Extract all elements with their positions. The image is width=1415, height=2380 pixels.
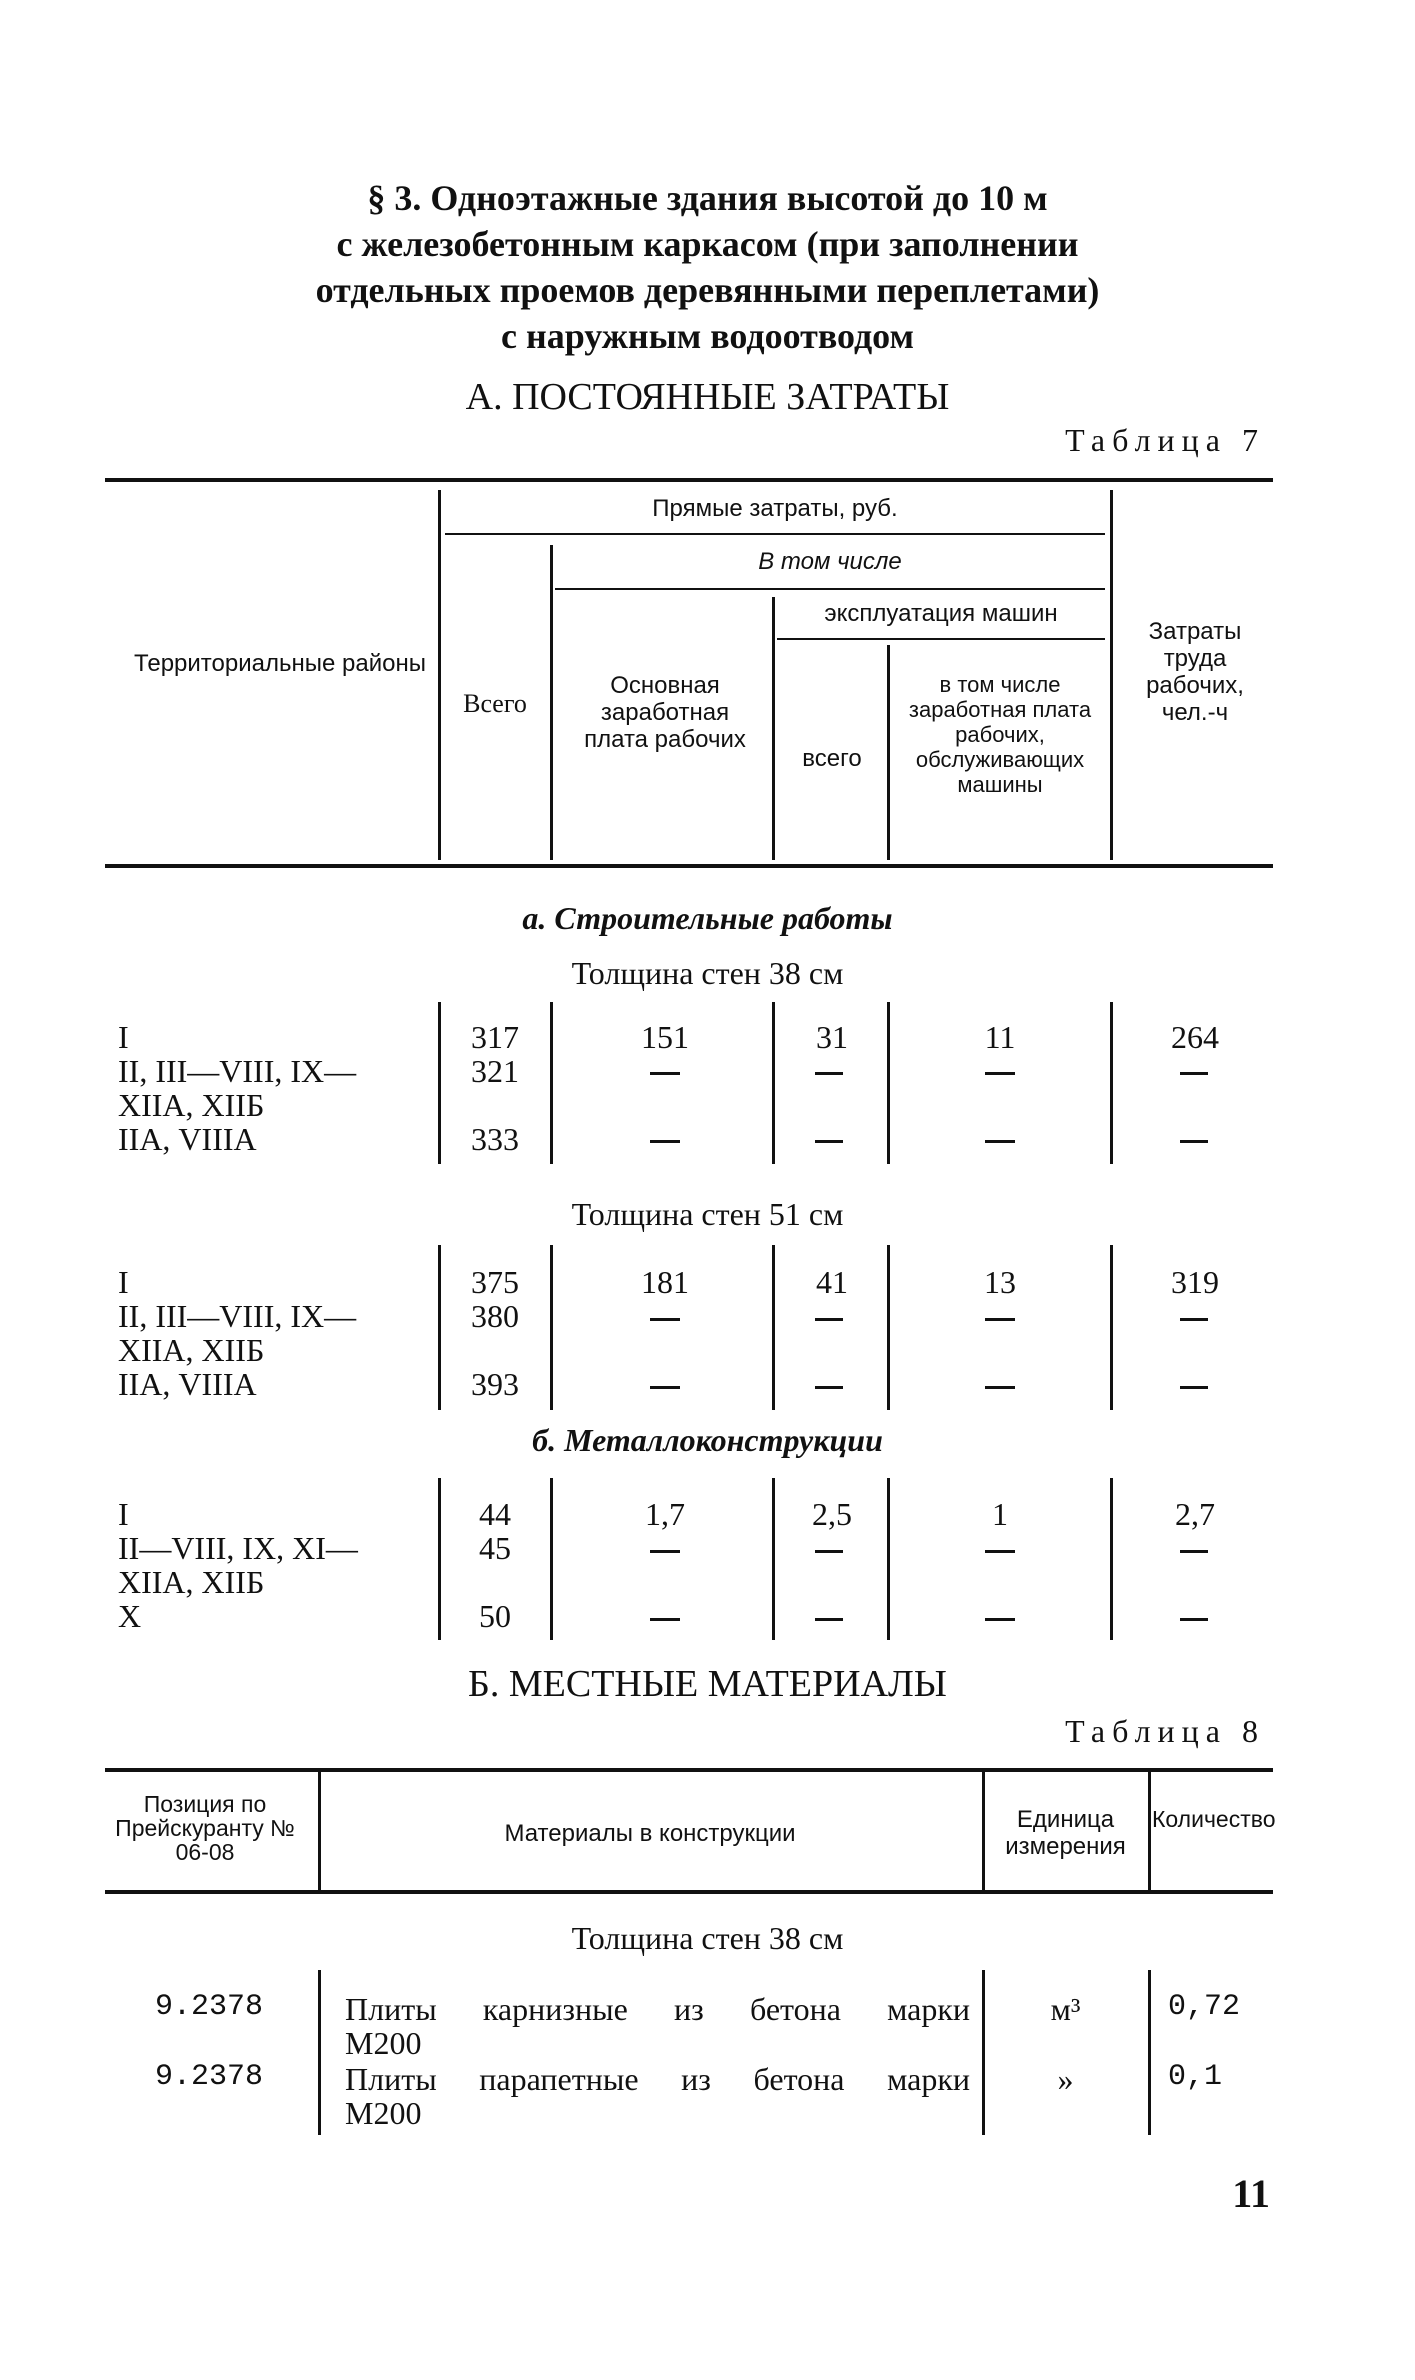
- region-label: XIIА, XIIБ: [118, 1564, 265, 1600]
- divider: [438, 1478, 441, 1640]
- empty-dash: [815, 1550, 843, 1553]
- region-label: IIА, VIIIА: [118, 1366, 257, 1402]
- value-labor: 264: [1171, 1019, 1219, 1055]
- value-total: 50: [479, 1598, 511, 1634]
- divider: [550, 1245, 553, 1410]
- header-quantity: Количество: [1152, 1806, 1276, 1832]
- empty-dash: [985, 1140, 1015, 1143]
- region-label: II, III—VIII, IX—: [118, 1053, 357, 1089]
- value-wages: 151: [641, 1019, 689, 1055]
- empty-dash: [815, 1318, 843, 1321]
- header-materials: Материалы в конструкции: [504, 1820, 796, 1847]
- header-machines-wages: в том числе заработная плата рабочих, обслуживающих машины: [908, 672, 1092, 797]
- divider: [887, 1245, 890, 1410]
- empty-dash: [815, 1386, 843, 1389]
- header-total: Всего: [463, 689, 527, 718]
- divider: [438, 1002, 441, 1164]
- value-machine-wages: 11: [984, 1019, 1016, 1055]
- material-grade: М200: [345, 2095, 422, 2131]
- empty-dash: [985, 1550, 1015, 1553]
- value-total: 375: [471, 1264, 519, 1300]
- region-label: I: [118, 1019, 129, 1055]
- divider: [1110, 1478, 1113, 1640]
- header-direct-costs: Прямые затраты, руб.: [652, 495, 898, 522]
- empty-dash: [815, 1618, 843, 1621]
- divider: [438, 1245, 441, 1410]
- table-8-label: Таблица 8: [1065, 1713, 1265, 1749]
- header-including: В том числе: [758, 548, 902, 575]
- header-region: Территориальные районы: [134, 650, 426, 677]
- value-machine-wages: 13: [984, 1264, 1016, 1300]
- position-code: 9.2378: [155, 2060, 264, 2094]
- empty-dash: [650, 1072, 680, 1075]
- header-wages: Основная заработная плата рабочих: [584, 672, 746, 753]
- divider: [1110, 490, 1113, 860]
- divider: [550, 1002, 553, 1164]
- region-label: II, III—VIII, IX—: [118, 1298, 357, 1334]
- divider: [550, 545, 553, 860]
- value-total: 45: [479, 1530, 511, 1566]
- unit-value: м³: [1050, 1991, 1081, 2027]
- divider: [887, 1478, 890, 1640]
- divider: [772, 1002, 775, 1164]
- value-machines: 31: [816, 1019, 848, 1055]
- table-7-top-rule: [105, 478, 1273, 482]
- region-label: XIIА, XIIБ: [118, 1332, 265, 1368]
- group-1-title: Толщина стен 38 см: [571, 955, 844, 991]
- empty-dash: [985, 1618, 1015, 1621]
- page-number: 11: [1232, 2171, 1270, 2216]
- empty-dash: [650, 1140, 680, 1143]
- divider: [982, 1970, 985, 2135]
- empty-dash: [985, 1386, 1015, 1389]
- divider: [555, 588, 1105, 590]
- divider: [318, 1772, 321, 1890]
- value-total: 317: [471, 1019, 519, 1055]
- divider: [438, 490, 441, 860]
- group-2-title: Толщина стен 51 см: [571, 1196, 844, 1232]
- section-b-title: Б. МЕСТНЫЕ МАТЕРИАЛЫ: [468, 1663, 947, 1705]
- value-machines: 2,5: [812, 1496, 852, 1532]
- divider: [550, 1478, 553, 1640]
- value-wages: 1,7: [645, 1496, 685, 1532]
- divider: [777, 638, 1105, 640]
- table-7-label: Таблица 7: [1065, 422, 1265, 458]
- divider: [772, 1245, 775, 1410]
- table-7-header-rule: [105, 864, 1273, 868]
- value-wages: 181: [641, 1264, 689, 1300]
- divider: [772, 1478, 775, 1640]
- empty-dash: [650, 1618, 680, 1621]
- divider: [1110, 1002, 1113, 1164]
- section-heading-line-3: отдельных проемов деревянными переплетами): [315, 270, 1100, 310]
- empty-dash: [1180, 1386, 1208, 1389]
- divider: [1148, 1970, 1151, 2135]
- region-label: XIIА, XIIБ: [118, 1087, 265, 1123]
- quantity-value: 0,1: [1168, 2060, 1223, 2094]
- unit-value: »: [1057, 2061, 1074, 2097]
- quantity-value: 0,72: [1168, 1990, 1241, 2024]
- value-labor: 2,7: [1175, 1496, 1215, 1532]
- header-machines: эксплуатация машин: [824, 600, 1058, 627]
- value-machines: 41: [816, 1264, 848, 1300]
- empty-dash: [815, 1072, 843, 1075]
- empty-dash: [1180, 1318, 1208, 1321]
- region-label: I: [118, 1264, 129, 1300]
- value-total: 393: [471, 1366, 519, 1402]
- value-total: 380: [471, 1298, 519, 1334]
- value-total: 321: [471, 1053, 519, 1089]
- empty-dash: [650, 1550, 680, 1553]
- region-label: II—VIII, IX, XI—: [118, 1530, 358, 1566]
- empty-dash: [985, 1072, 1015, 1075]
- empty-dash: [650, 1386, 680, 1389]
- divider: [445, 533, 1105, 535]
- position-code: 9.2378: [155, 1990, 264, 2024]
- material-name: Плиты карнизные из бетона марки: [345, 1991, 970, 2027]
- divider: [318, 1970, 321, 2135]
- table-8-top-rule: [105, 1768, 1273, 1772]
- region-label: IIА, VIIIА: [118, 1121, 257, 1157]
- section-a-title: А. ПОСТОЯННЫЕ ЗАТРАТЫ: [465, 376, 950, 418]
- value-total: 44: [479, 1496, 511, 1532]
- value-labor: 319: [1171, 1264, 1219, 1300]
- divider: [982, 1772, 985, 1890]
- divider: [887, 1002, 890, 1164]
- region-label: X: [118, 1598, 142, 1634]
- empty-dash: [815, 1140, 843, 1143]
- divider: [772, 597, 775, 860]
- header-labor: Затраты труда рабочих, чел.-ч: [1146, 618, 1244, 726]
- empty-dash: [1180, 1072, 1208, 1075]
- header-unit: Единица измерения: [1005, 1806, 1126, 1860]
- divider: [1110, 1245, 1113, 1410]
- material-name: Плиты парапетные из бетона марки: [345, 2061, 970, 2097]
- empty-dash: [1180, 1140, 1208, 1143]
- part-b-title: б. Металлоконструкции: [532, 1422, 883, 1458]
- table-8-header-rule: [105, 1890, 1273, 1894]
- value-machine-wages: 1: [992, 1496, 1008, 1532]
- header-position: Позиция по Прейскуранту № 06-08: [115, 1791, 295, 1865]
- empty-dash: [650, 1318, 680, 1321]
- part-a-title: а. Строительные работы: [522, 900, 893, 936]
- section-heading-line-2: с железобетонным каркасом (при заполнении: [336, 224, 1079, 264]
- empty-dash: [1180, 1550, 1208, 1553]
- section-heading-line-4: с наружным водоотводом: [500, 316, 915, 356]
- value-total: 333: [471, 1121, 519, 1157]
- material-grade: М200: [345, 2025, 422, 2061]
- empty-dash: [985, 1318, 1015, 1321]
- table-8-group-title: Толщина стен 38 см: [571, 1920, 844, 1956]
- divider: [887, 645, 890, 860]
- region-label: I: [118, 1496, 129, 1532]
- divider: [1148, 1772, 1151, 1890]
- header-machines-total: всего: [802, 745, 862, 772]
- section-heading-line-1: § 3. Одноэтажные здания высотой до 10 м: [367, 178, 1048, 218]
- empty-dash: [1180, 1618, 1208, 1621]
